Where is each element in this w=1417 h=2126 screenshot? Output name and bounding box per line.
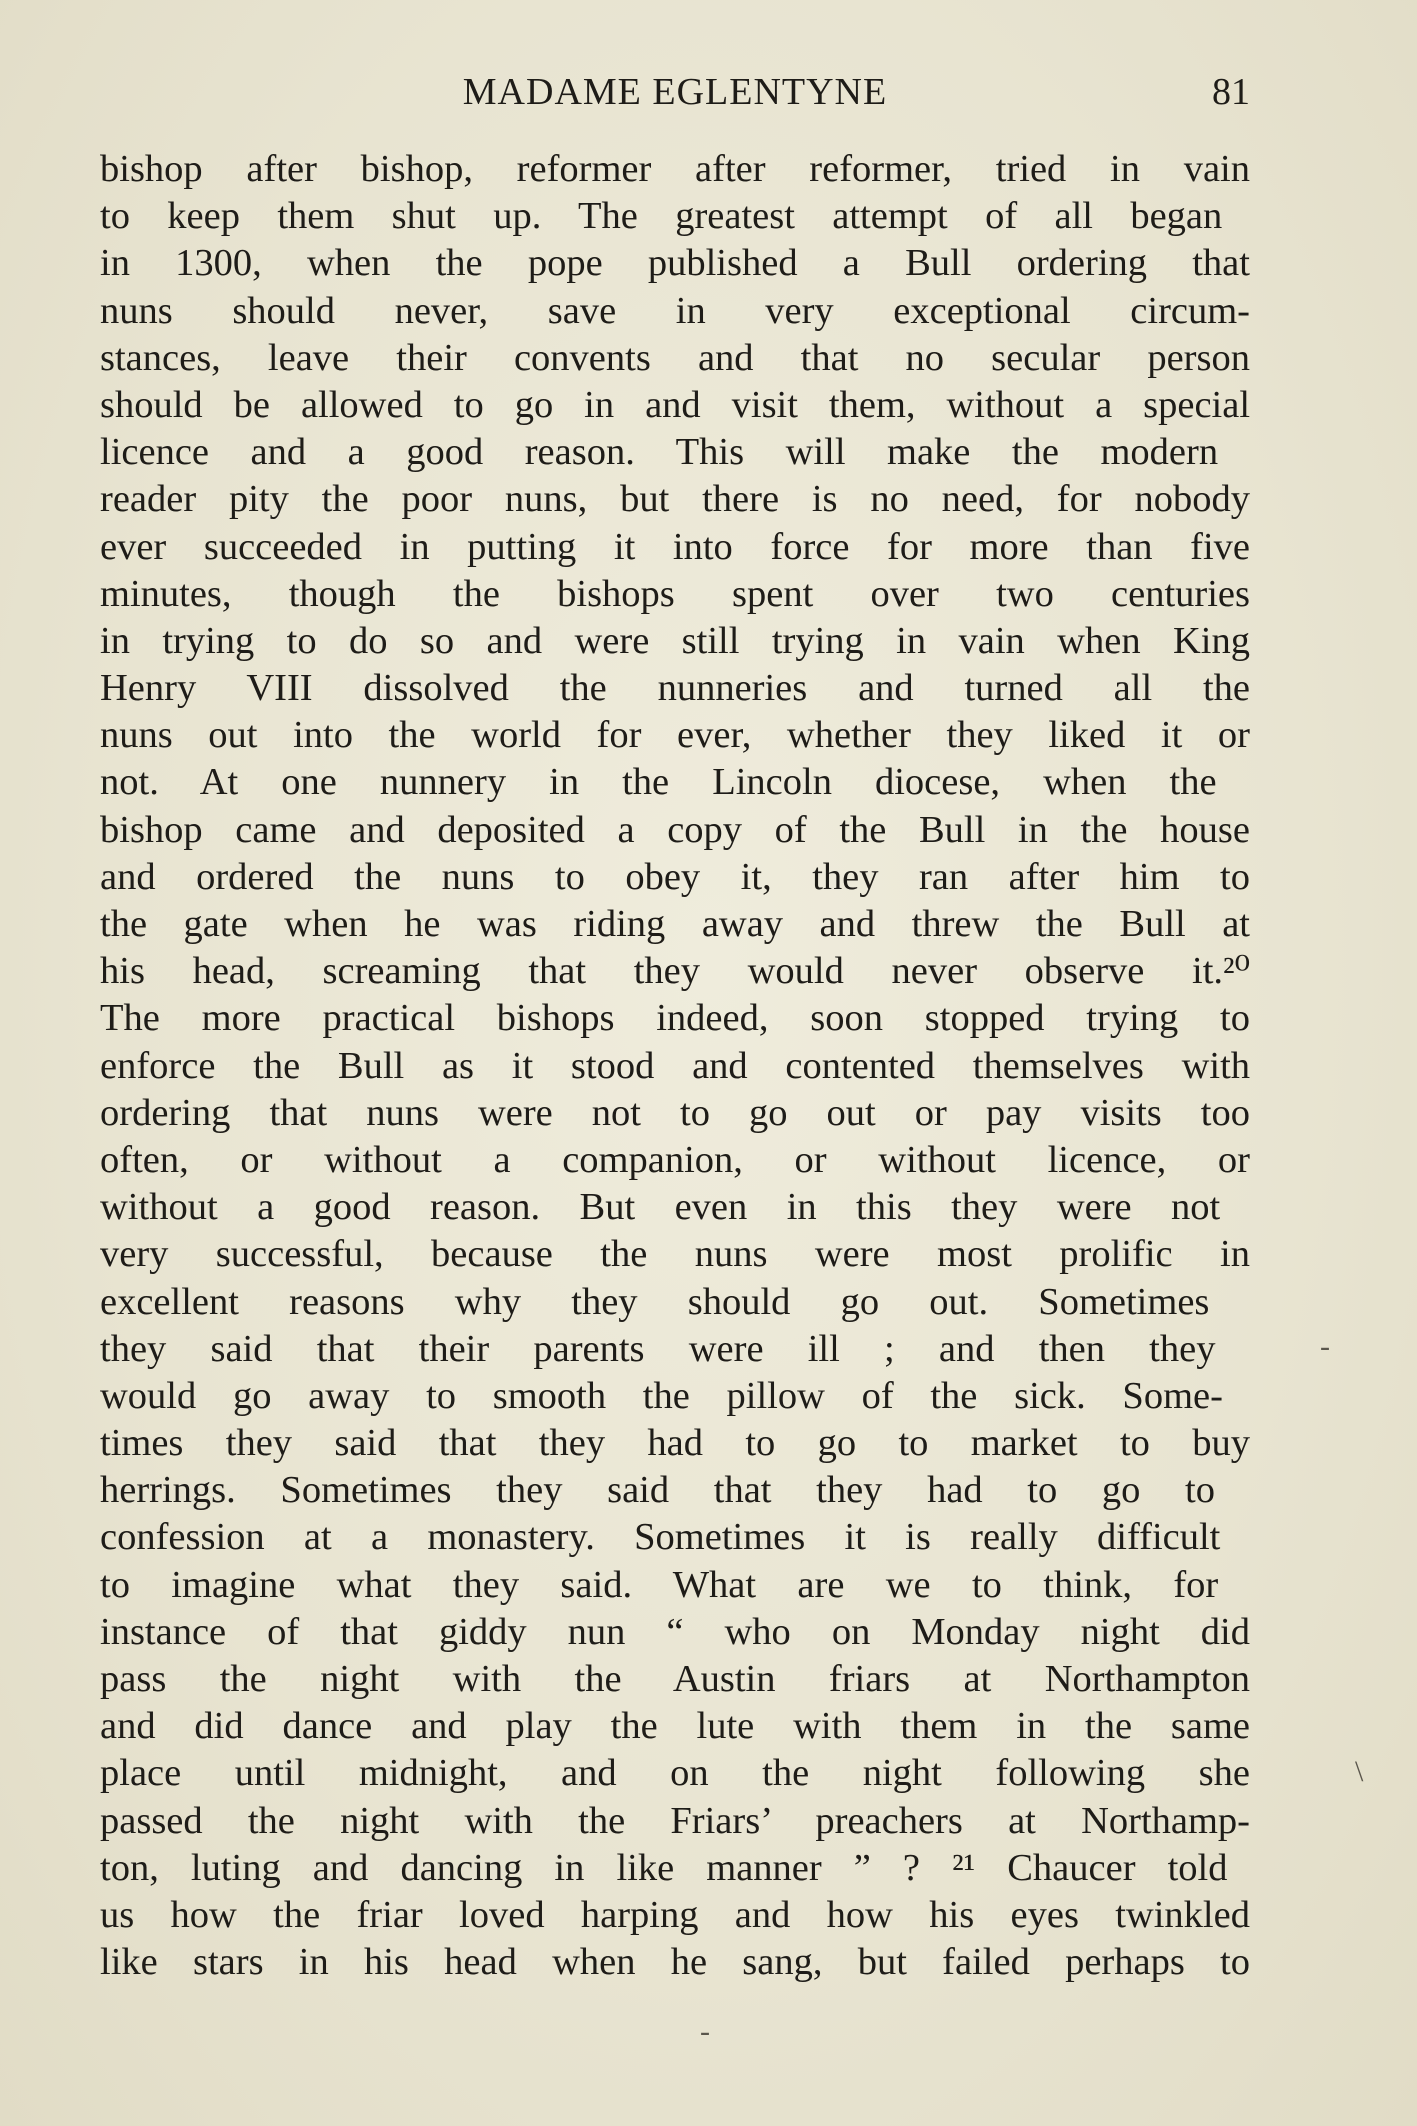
- text-line: pass the night with the Austin friars at Northampton: [100, 1658, 1250, 1700]
- text-line: herrings. Sometimes they said that they had to go to: [100, 1469, 1215, 1512]
- body-text: [100, 146, 1250, 1986]
- text-line: place until midnight, and on the night following she: [100, 1752, 1250, 1795]
- text-line: his head, screaming that they would never observe it.²⁰: [100, 950, 1251, 993]
- page-header: [100, 70, 1250, 120]
- page-number: 81: [1212, 71, 1250, 113]
- text-line: us how the friar loved harping and how his eyes twinkled: [100, 1893, 1250, 1936]
- text-line: reader pity the poor nuns, but there is no need, for nobody: [100, 478, 1250, 521]
- text-line: very successful, because the nuns were most prolific in: [100, 1233, 1250, 1276]
- margin-mark: -: [700, 2015, 710, 2048]
- text-line: excellent reasons why they should go out. Sometimes: [100, 1280, 1210, 1323]
- text-line: often, or without a companion, or without licence, or: [100, 1138, 1250, 1181]
- text-line: enforce the Bull as it stood and contented themselves with: [100, 1044, 1251, 1087]
- text-line: and did dance and play the lute with them in the same: [100, 1705, 1250, 1748]
- text-line: bishop came and deposited a copy of the Bull in the house: [100, 808, 1250, 851]
- margin-mark: \: [1355, 1755, 1364, 1788]
- running-title: MADAME EGLENTYNE: [462, 71, 888, 113]
- text-line: times they said that they had to go to market to buy: [100, 1422, 1250, 1465]
- text-line: to imagine what they said. What are we to think, for: [100, 1563, 1219, 1606]
- text-line: ever succeeded in putting it into force for more than five: [100, 525, 1250, 568]
- margin-mark: -: [1320, 1330, 1330, 1363]
- text-line: confession at a monastery. Sometimes it is really difficult: [100, 1516, 1221, 1559]
- text-line: stances, leave their convents and that no secular person: [100, 336, 1250, 379]
- text-line: ordering that nuns were not to go out or pay visits too: [100, 1091, 1250, 1134]
- text-line: licence and a good reason. This will make the modern: [100, 431, 1219, 474]
- text-line: minutes, though the bishops spent over two centuries: [100, 572, 1251, 615]
- text-line: the gate when he was riding away and threw the Bull at: [100, 903, 1251, 945]
- text-line: to keep them shut up. The greatest attempt of all began: [100, 195, 1223, 238]
- text-line: in trying to do so and were still trying in vain when King: [100, 619, 1250, 662]
- text-line: and ordered the nuns to obey it, they ran after him to: [100, 855, 1250, 898]
- text-line: bishop after bishop, reformer after reformer, tried in vain: [100, 148, 1250, 190]
- text-line: passed the night with the Friars’ preachers at Northamp-: [100, 1799, 1250, 1842]
- text-line: would go away to smooth the pillow of the sick. Some-: [100, 1374, 1223, 1417]
- text-line: in 1300, when the pope published a Bull ordering that: [100, 242, 1250, 285]
- text-line: ton, luting and dancing in like manner ” ? ²¹ Chaucer told: [100, 1846, 1228, 1889]
- text-line: nuns out into the world for ever, whether they liked it or: [100, 714, 1250, 757]
- text-line: not. At one nunnery in the Lincoln diocese, when the: [100, 761, 1217, 804]
- text-line: instance of that giddy nun “ who on Monday night did: [100, 1610, 1250, 1653]
- text-line: The more practical bishops indeed, soon stopped trying to: [100, 997, 1250, 1040]
- text-line: they said that their parents were ill ; and then they: [100, 1327, 1216, 1370]
- text-line: nuns should never, save in very exceptional circum-: [100, 289, 1251, 332]
- text-line: like stars in his head when he sang, but failed perhaps to: [100, 1941, 1250, 1984]
- text-line: Henry VIII dissolved the nunneries and turned all the: [100, 667, 1250, 710]
- text-line: should be allowed to go in and visit them, without a special: [100, 383, 1251, 426]
- text-line: without a good reason. But even in this they were not: [100, 1186, 1221, 1229]
